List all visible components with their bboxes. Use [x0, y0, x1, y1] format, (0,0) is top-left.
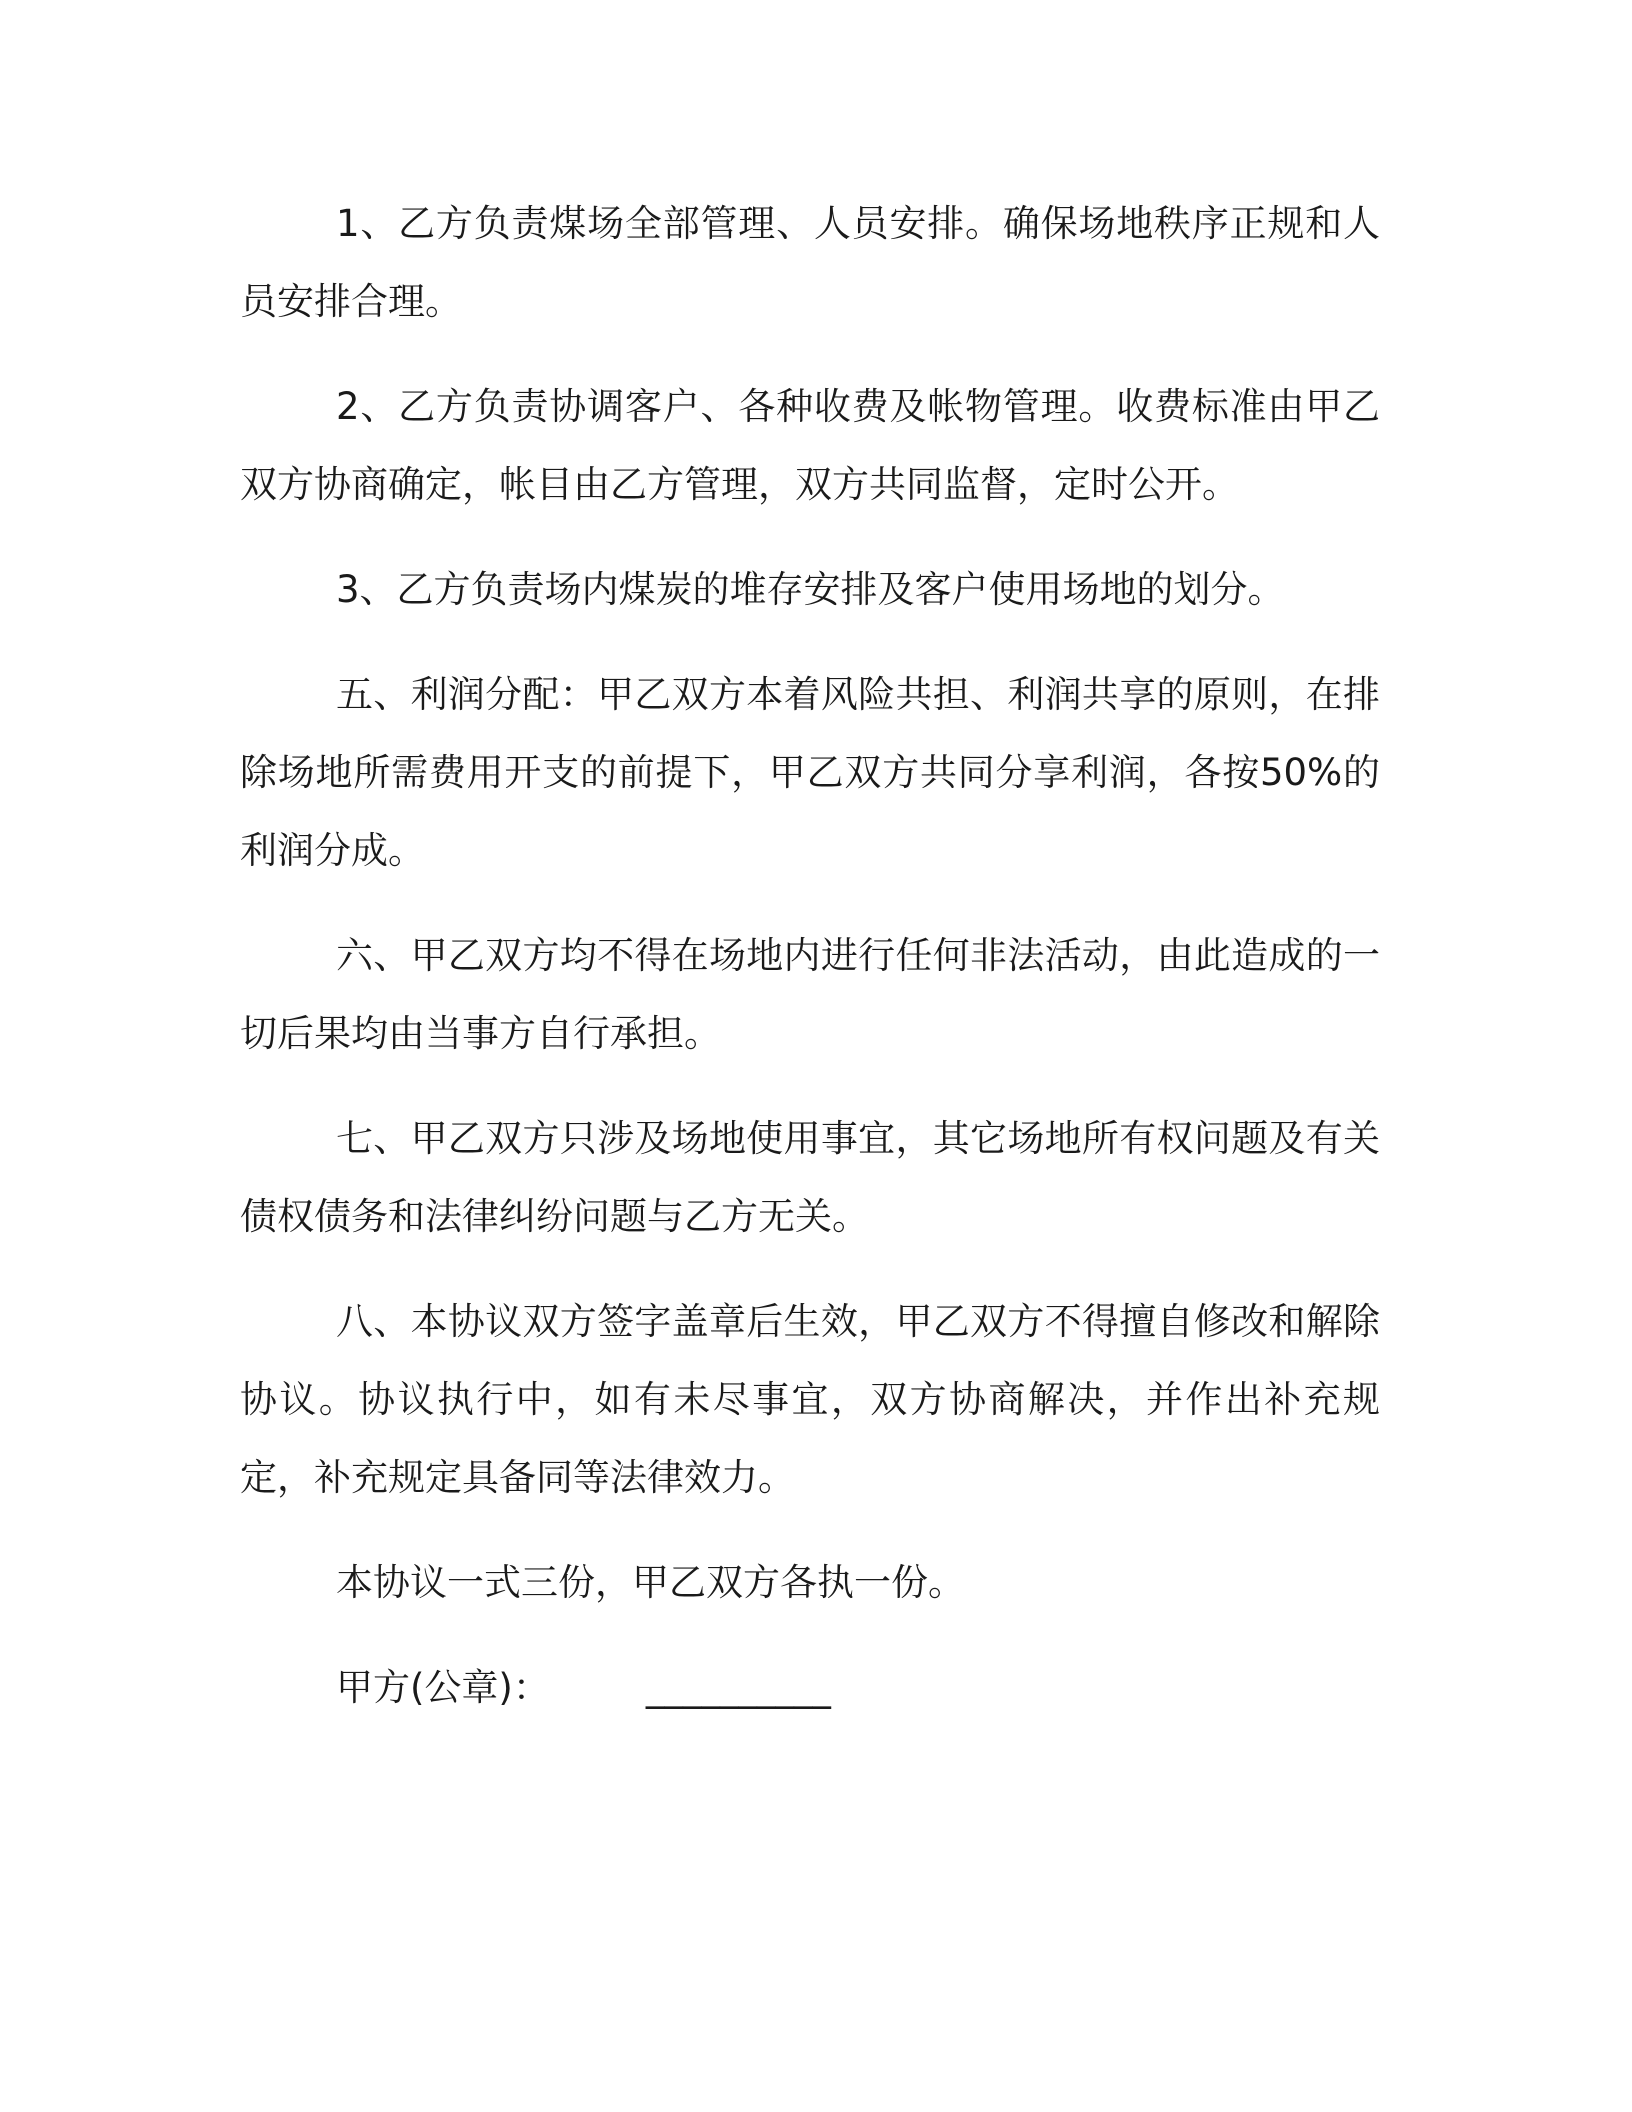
clause-effectiveness: 八、本协议双方签字盖章后生效，甲乙双方不得擅自修改和解除协议。协议执行中，如有未尽事宜，双方协商解决，并作出补充规定，补充规定具备同等法律效力。	[240, 1300, 1380, 1499]
clause-profit-distribution: 五、利润分配：甲乙双方本着风险共担、利润共享的原则，在排除场地所需费用开支的前提下，甲乙双方共同分享利润，各按50%的利润分成。	[240, 673, 1380, 872]
clause-1: 1、乙方负责煤场全部管理、人员安排。确保场地秩序正规和人员安排合理。	[240, 202, 1380, 323]
clause-2: 2、乙方负责协调客户、各种收费及帐物管理。收费标准由甲乙双方协商确定，帐目由乙方管理，双方共同监督，定时公开。	[240, 385, 1380, 506]
document-body	[240, 185, 1380, 1754]
clause-illegal-activity: 六、甲乙双方均不得在场地内进行任何非法活动，由此造成的一切后果均由当事方自行承担。	[240, 934, 1380, 1055]
party-a-signature	[240, 1649, 1380, 1727]
copies-statement: 本协议一式三份，甲乙双方各执一份。	[336, 1561, 965, 1604]
signature-label: 甲方(公章)：	[336, 1666, 550, 1709]
signature-blank: __________	[645, 1666, 831, 1709]
clause-site-use: 七、甲乙双方只涉及场地使用事宜，其它场地所有权问题及有关债权债务和法律纠纷问题与乙方无关。	[240, 1117, 1380, 1238]
clause-3: 3、乙方负责场内煤炭的堆存安排及客户使用场地的划分。	[336, 568, 1285, 611]
